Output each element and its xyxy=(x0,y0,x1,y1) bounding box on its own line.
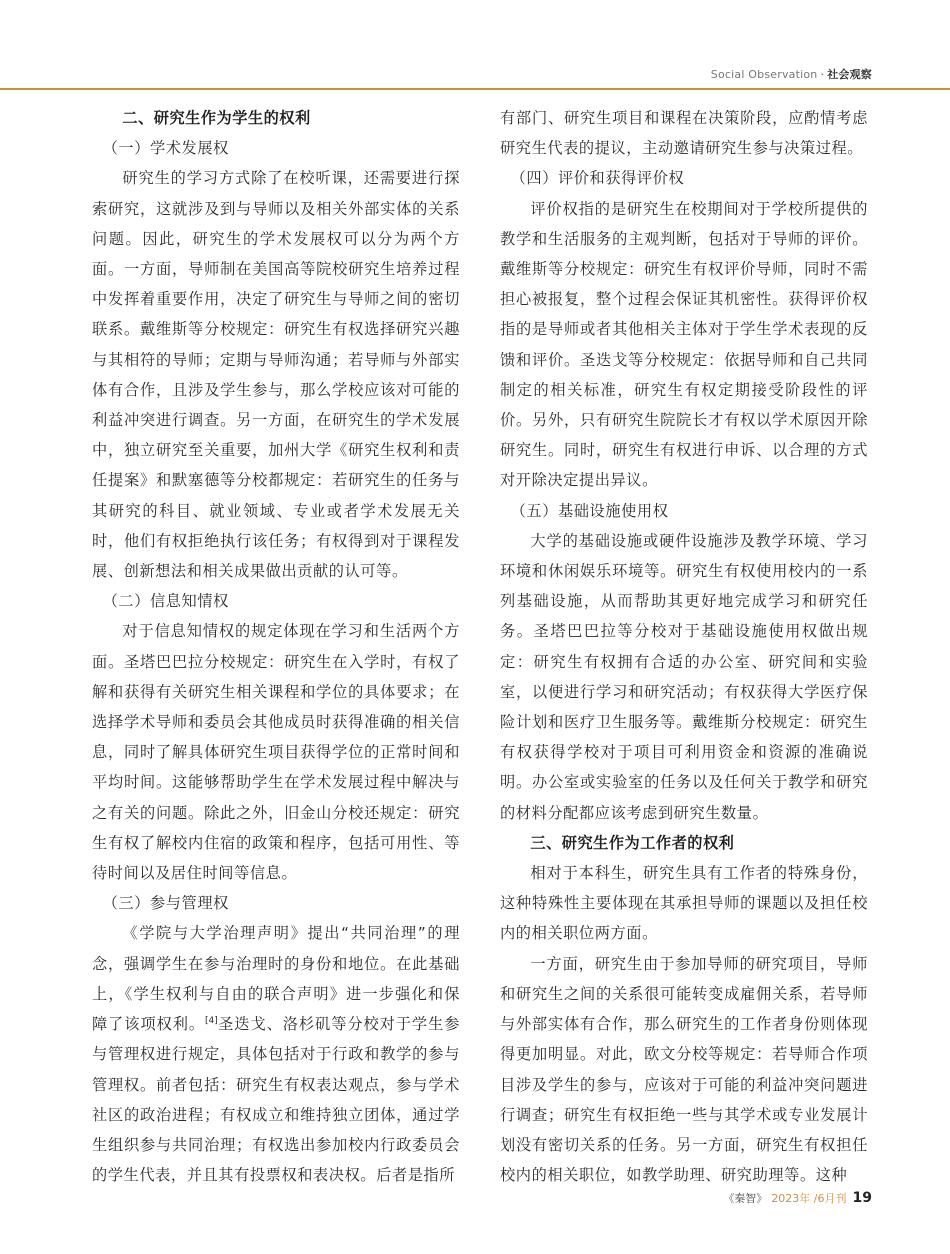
journal-name: 《秦智》 xyxy=(723,1192,768,1205)
page-number: 19 xyxy=(852,1190,872,1206)
paragraph-information-right: 对于信息知情权的规定体现在学习和生活两个方面。圣塔巴巴拉分校规定：研究生在入学时，有权了解和获得有关研究生相关课程和学位的具体要求；在选择学术导师和委员会其他成员时获得准确的相关信息，同时了解具体研究生项目获得学位的正常时间和平均时间。这能够帮助学生在学术发展过程中解决与之有关的问题。除此之外，旧金山分校还规定：研究生有权了解校内住宿的政策和程序，包括可用性、等待时间以及居住时间等信息。 xyxy=(92,622,460,883)
paragraph-participation-continued: 有部门、研究生项目和课程在决策阶段，应酌情考虑研究生代表的提议，主动邀请研究生参与决策过程。 xyxy=(500,109,868,158)
section-heading-student-rights: 二、研究生作为学生的权利 xyxy=(122,109,311,127)
running-header xyxy=(711,66,872,82)
header-separator: · xyxy=(820,68,825,81)
paragraph-participation-right xyxy=(92,918,460,1190)
section-heading-worker-rights: 三、研究生作为工作者的权利 xyxy=(530,833,735,852)
subheading-information-right: （二）信息知情权 xyxy=(102,592,229,611)
paragraph-worker-detail: 一方面，研究生由于参加导师的研究项目，导师和研究生之间的关系很可能转变成雇佣关系，若导师与外部实体有合作，那么研究生的工作者身份则体现得更加明显。对此，欧文分校等规定：若导师合作项目涉及学生的参与，应该对于可能的利益冲突问题进行调查；研究生有权拒绝一些与其学术或专业发展计划没有密切关系的任务。另一方面，研究生有权担任校内的相关职位，如教学助理、研究助理等。这种 xyxy=(500,954,868,1185)
right-column xyxy=(500,103,868,1190)
subheading-evaluation-right: （四）评价和获得评价权 xyxy=(510,169,685,188)
subheading-academic-development: （一）学术发展权 xyxy=(102,139,229,158)
section-name: Social Observation xyxy=(710,68,818,81)
page-header xyxy=(0,0,950,90)
issue-date: 2023年 /6月刊 xyxy=(771,1192,847,1205)
reference-marker: [4] xyxy=(205,1016,218,1027)
participation-text-b: 圣迭戈、洛杉矶等分校对于学生参与管理权进行规定，具体包括对于行政和教学的参与管理权。前者包括：研究生有权表达观点，参与学术社区的政治进程；有权成立和维持独立团体，通过学生组织参与共同治理；有权选出参加校内行政委员会的学生代表，并且其有投票权和表决权。后者是指所 xyxy=(92,1015,461,1185)
paragraph-evaluation-right: 评价权指的是研究生在校期间对于学校所提供的教学和生活服务的主观判断，包括对于导师的评价。戴维斯等分校规定：研究生有权评价导师，同时不需担心被报复，整个过程会保证其机密性。获得评价权指的是导师或者其他相关主体对于学生学术表现的反馈和评价。圣迭戈等分校规定：依据导师和自己共同制定的相关标准，研究生有权定期接受阶段性的评价。另外，只有研究生院院长才有权以学术原因开除研究生。同时，研究生有权进行申诉、以合理的方式对开除决定提出异议。 xyxy=(500,199,868,490)
page-footer xyxy=(723,1190,872,1206)
header-rule xyxy=(0,88,950,90)
subheading-facilities-right: （五）基础设施使用权 xyxy=(510,501,669,520)
paragraph-academic-development: 研究生的学习方式除了在校听课，还需要进行探索研究，这就涉及到与导师以及相关外部实体的关系问题。因此，研究生的学术发展权可以分为两个方面。一方面，导师制在美国高等院校研究生培养过程中发挥着重要作用，决定了研究生与导师之间的密切联系。戴维斯等分校规定：研究生有权选择研究兴趣与其相符的导师；定期与导师沟通；若导师与外部实体有合作，且涉及学生参与，那么学校应该对可能的利益冲突进行调查。另一方面，在研究生的学术发展中，独立研究至关重要，加州大学《研究生权利和责任提案》和默塞德等分校都规定：若研究生的任务与其研究的科目、就业领域、专业或者学术发展无关时，他们有权拒绝执行该任务；有权得到对于课程发展、创新想法和相关成果做出贡献的认可等。 xyxy=(92,169,460,581)
participation-text-a: 《学院与大学治理声明》提出“共同治理”的理念，强调学生在参与治理时的身份和地位。在此基础上，《学生权利与自由的联合声明》进一步强化和保障了该项权利。 xyxy=(92,924,460,1034)
subheading-participation-right: （三）参与管理权 xyxy=(102,894,229,913)
left-column xyxy=(92,103,460,1190)
paragraph-worker-intro: 相对于本科生，研究生具有工作者的特殊身份，这种特殊性主要体现在其承担导师的课题以及担任校内的相关职位两方面。 xyxy=(500,864,868,943)
paragraph-facilities-right: 大学的基础设施或硬件设施涉及教学环境、学习环境和休闲娱乐环境等。研究生有权使用校内的一系列基础设施，从而帮助其更好地完成学习和研究任务。圣塔巴巴拉等分校对于基础设施使用权做出规定：研究生有权拥有合适的办公室、研究间和实验室，以便进行学习和研究活动；有权获得大学医疗保险计划和医疗卫生服务等。戴维斯分校规定：研究生有权获得学校对于项目可利用资金和资源的准确说明。办公室或实验室的任务以及任何关于教学和研究的材料分配都应该考虑到研究生数量。 xyxy=(500,531,868,822)
column-name: 社会观察 xyxy=(827,68,872,81)
